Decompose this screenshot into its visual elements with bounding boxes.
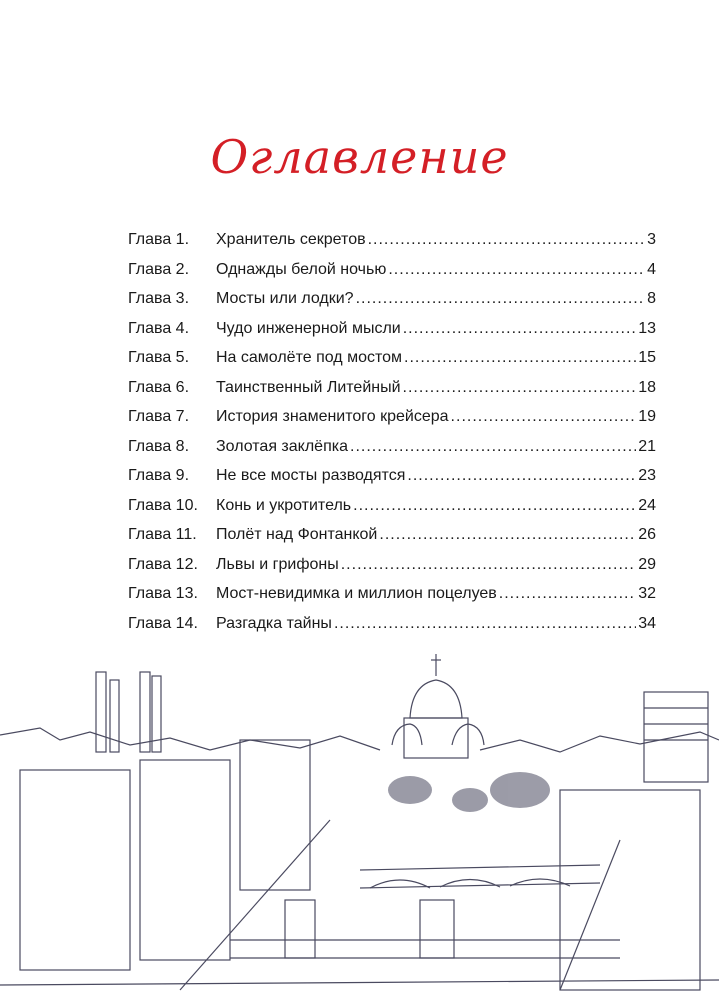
toc-leader-dots: [451, 407, 637, 427]
toc-entry: [128, 378, 656, 408]
toc-chapter-title: Таинственный Литейный: [216, 378, 401, 396]
toc-chapter-title: Полёт над Фонтанкой: [216, 526, 378, 543]
toc-entry: [128, 525, 656, 555]
toc-leader-dots: [356, 289, 644, 309]
toc-leader-dots: [404, 348, 636, 368]
page-title: Оглавление: [210, 130, 509, 184]
toc-leader-dots: [334, 614, 636, 634]
toc-entry: [128, 496, 656, 526]
toc-chapter-number: Глава 9.: [128, 467, 190, 484]
toc-chapter-title: История знаменитого крейсера: [216, 408, 449, 425]
toc-chapter-number: Глава 1.: [128, 231, 190, 248]
toc-entry: [128, 466, 656, 496]
toc-chapter-title: Львы и грифоны: [216, 555, 339, 573]
toc-chapter-number: Глава 6.: [128, 378, 190, 396]
toc-entry: [128, 584, 656, 614]
toc-page-number: 8: [647, 290, 656, 307]
toc-page-number: 4: [647, 260, 656, 278]
toc-chapter-title: Мост-невидимка и миллион поцелуев: [216, 585, 497, 602]
toc-chapter-number: Глава 3.: [128, 290, 190, 307]
toc-leader-dots: [379, 525, 636, 545]
toc-leader-dots: [403, 378, 637, 398]
toc-chapter-title: Хранитель секретов: [216, 231, 366, 248]
table-of-contents: [128, 230, 656, 643]
toc-chapter-title: Золотая заклёпка: [216, 437, 348, 455]
toc-chapter-number: Глава 7.: [128, 408, 190, 425]
toc-chapter-title: Конь и укротитель: [216, 496, 352, 514]
toc-page-number: 13: [638, 319, 656, 337]
toc-page-number: 34: [638, 614, 656, 632]
toc-entry: [128, 289, 656, 319]
toc-entry: [128, 614, 656, 644]
toc-chapter-number: Глава 10.: [128, 496, 198, 514]
toc-page-number: 3: [647, 231, 656, 248]
toc-chapter-title: Не все мосты разводятся: [216, 467, 406, 484]
toc-entry: [128, 319, 656, 349]
toc-chapter-number: Глава 8.: [128, 437, 190, 455]
toc-chapter-number: Глава 11.: [128, 526, 197, 543]
toc-page-number: 24: [638, 496, 656, 514]
toc-chapter-number: Глава 12.: [128, 555, 198, 573]
toc-page-number: 18: [638, 378, 656, 396]
toc-entry: [128, 555, 656, 585]
toc-entry: [128, 437, 656, 467]
toc-page-number: 21: [638, 437, 656, 455]
toc-page-number: 23: [638, 467, 656, 484]
toc-leader-dots: [353, 496, 636, 516]
toc-leader-dots: [388, 260, 644, 280]
toc-chapter-number: Глава 2.: [128, 260, 190, 278]
toc-chapter-number: Глава 14.: [128, 614, 198, 632]
toc-page-number: 26: [638, 526, 656, 543]
toc-leader-dots: [407, 466, 636, 486]
toc-chapter-number: Глава 5.: [128, 349, 190, 366]
toc-entry: [128, 407, 656, 437]
toc-page-number: 19: [638, 408, 656, 425]
toc-page-number: 29: [638, 555, 656, 573]
toc-page-number: 15: [638, 349, 656, 366]
toc-entry: [128, 348, 656, 378]
toc-page-number: 32: [638, 585, 656, 602]
toc-leader-dots: [368, 230, 644, 250]
toc-leader-dots: [403, 319, 636, 339]
toc-chapter-number: Глава 4.: [128, 319, 190, 337]
toc-leader-dots: [499, 584, 636, 604]
toc-chapter-title: Разгадка тайны: [216, 614, 332, 632]
toc-chapter-title: На самолёте под мостом: [216, 349, 403, 366]
toc-chapter-title: Чудо инженерной мысли: [216, 319, 401, 337]
toc-chapter-title: Мосты или лодки?: [216, 290, 354, 307]
city-sketch-illustration: [0, 640, 719, 1000]
toc-chapter-title: Однажды белой ночью: [216, 260, 387, 278]
toc-leader-dots: [341, 555, 636, 575]
toc-chapter-number: Глава 13.: [128, 585, 198, 602]
toc-entry: [128, 230, 656, 260]
toc-leader-dots: [350, 437, 636, 457]
toc-entry: [128, 260, 656, 290]
